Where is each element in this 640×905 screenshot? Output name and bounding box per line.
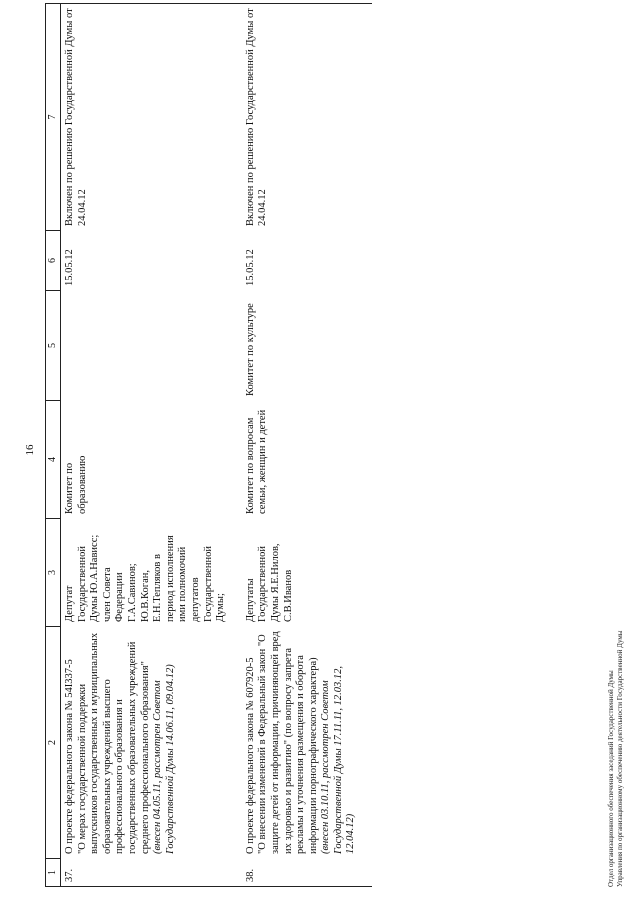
co-committee-cell [61, 291, 242, 401]
column-header: 4 [46, 401, 61, 519]
column-header: 2 [46, 627, 61, 859]
bill-description-cell [61, 627, 242, 859]
column-header: 7 [46, 4, 61, 231]
status-cell: Включен по решению Государственной Думы от 24.04.12 [242, 4, 372, 231]
co-committee-cell: Комитет по культуре [244, 303, 256, 396]
bill-note: (внесен 03.10.11, рассмотрен Советом Государственной Думы 17.11.11, 12.03.12, 12.04.12) [320, 665, 357, 854]
footer-line: Управления по организационному обеспечению деятельности Государственной Думы [616, 630, 624, 887]
row-number: 38. [242, 859, 372, 887]
table-row [61, 4, 242, 887]
initiator-cell: Депутат Государственной Думы Ю.А.Нависс; член Совета Федерации Г.А.Савинов; Ю.В.Коган, Е.Н.Тепляков в период исполнения ими полномочий депутатов Государственной Думы; [64, 534, 227, 622]
row-number: 37. [61, 859, 242, 887]
bill-title: О проекте федерального закона № 54I337-5 [64, 659, 75, 854]
page-number: 16 [24, 444, 36, 456]
bills-table [45, 3, 372, 887]
column-header: 3 [46, 519, 61, 627]
column-header: 5 [46, 291, 61, 401]
bill-description: "О внесении изменений в Федеральный закон "О защите детей от информации, причиняющей вред их здоровью и развитию" (по вопросу запрета рекламы и уточнения размещения и оборота информации порнографического характера) [257, 631, 319, 854]
footer-line: Отдел организационного обеспечения заседаний Государственной Думы [607, 670, 615, 887]
date-cell: 15.05.12 [64, 249, 75, 286]
column-header: 6 [46, 231, 61, 291]
bill-description: "О мерах государственной поддержки выпускников государственных и муниципальных образовательных учреждений высшего профессионального образования и государственных образовательных учреждений среднего профессионального образования" [76, 632, 151, 854]
footer [607, 631, 625, 887]
column-header-row [46, 4, 61, 887]
status-cell: Включен по решению Государственной Думы от 24.04.12 [61, 4, 242, 231]
table-row [242, 4, 372, 887]
date-cell: 15.05.12 [244, 249, 256, 286]
bill-note: (внесен 04.05.11, рассмотрен Советом Государственной Думы 14.06.11, 09.04.12) [152, 664, 176, 854]
bill-title: О проекте федерального закона № 607920-5 [244, 657, 256, 854]
column-header: 1 [46, 859, 61, 887]
initiator-cell: Депутаты Государственной Думы Я.Е.Нилов, С.В.Иванов [244, 543, 294, 622]
bill-description-cell [242, 627, 372, 859]
committee-cell: Комитет по образованию [64, 455, 88, 514]
committee-cell: Комитет по вопросам семьи, женщин и детей [244, 409, 269, 514]
